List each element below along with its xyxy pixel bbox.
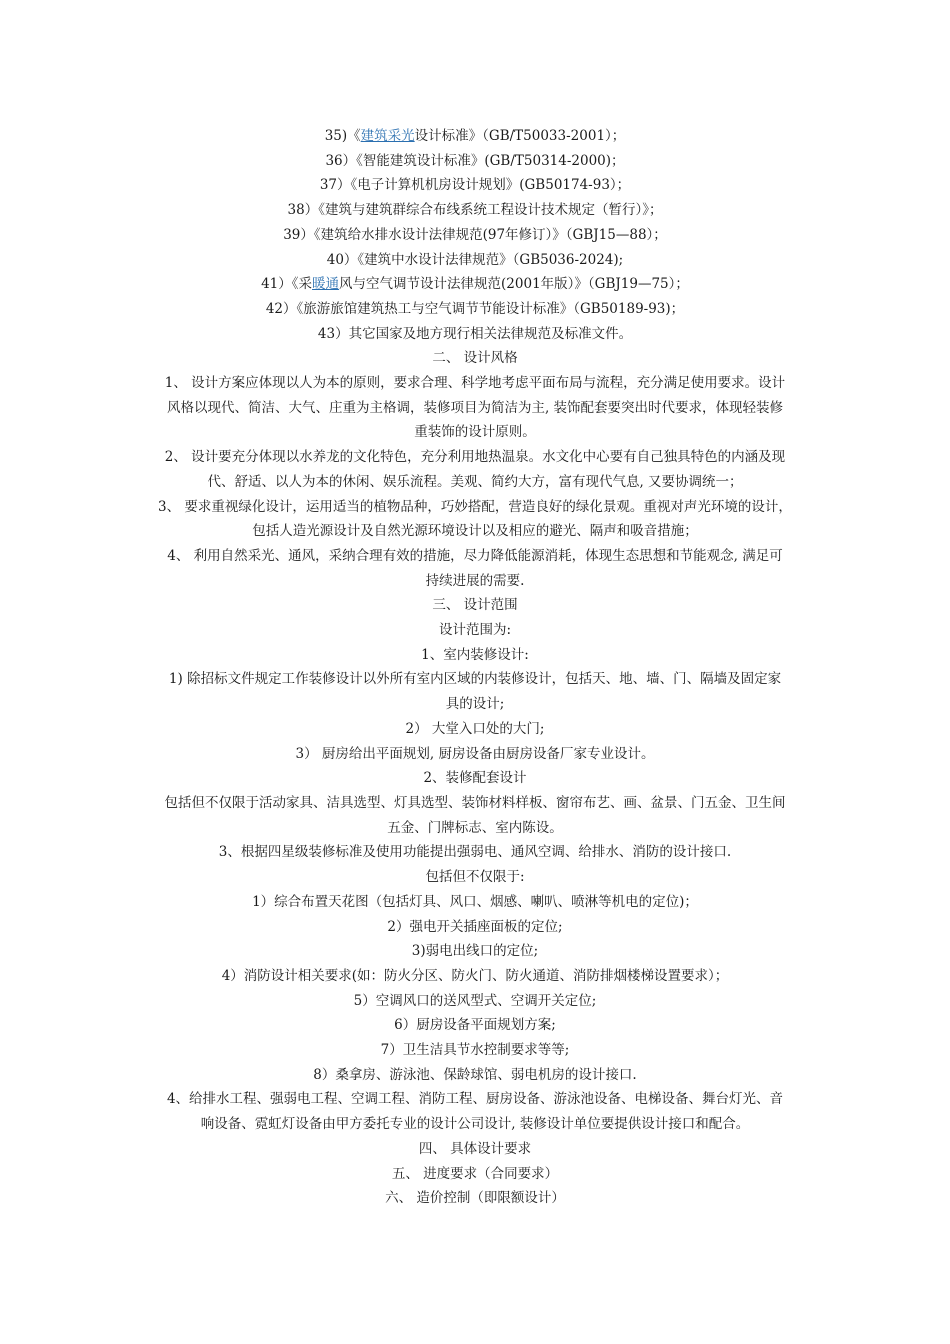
paragraph-line: 重装饰的设计原则。	[414, 424, 536, 441]
paragraph-line: 4）消防设计相关要求(如：防火分区、防火门、防火通道、消防排烟楼梯设置要求）；	[221, 967, 729, 984]
reference-text: 设计标准》（GB/T50033-2001）；	[414, 128, 626, 144]
section-heading-cost-control: 六、 造价控制（即限额设计）	[385, 1190, 565, 1207]
reference-text: 风与空气调节设计法律规范(2001年版）》（GBJ19—75）；	[339, 276, 689, 293]
reference-38: 38）《建筑与建筑群综合布线系统工程设计技术规定（暂行）》；	[287, 202, 663, 219]
design-scope-paragraphs	[140, 618, 810, 1137]
reference-42: 42）《旅游旅馆建筑热工与空气调节节能设计标准》（GB50189-93)；	[265, 300, 685, 317]
reference-text: 41）《采	[261, 276, 313, 293]
section-heading-design-scope: 三、 设计范围	[432, 597, 518, 614]
reference-text: 35)《	[324, 128, 361, 144]
paragraph-line: 4、给排水工程、强弱电工程、空调工程、消防工程、厨房设备、游泳池设备、电梯设备、舞台灯光、音	[166, 1091, 784, 1108]
paragraph-line: 1、 设计方案应体现以人为本的原则，要求合理、科学地考虑平面布局与流程，充分满足使用要求。设计	[164, 375, 786, 392]
paragraph-line: 2、装修配套设计	[423, 770, 527, 787]
paragraph-line: 五金、门牌标志、室内陈设。	[387, 819, 563, 836]
paragraph-line: 4、 利用自然采光、通风，采纳合理有效的措施，尽力降低能源消耗，体现生态思想和节能观念, 满足可	[167, 547, 783, 564]
reference-36: 36）《智能建筑设计标准》(GB/T50314-2000)；	[325, 152, 625, 169]
paragraph-line: 1）综合布置天花图（包括灯具、风口、烟感、喇叭、喷淋等机电的定位)；	[252, 893, 698, 910]
design-style-paragraphs	[140, 371, 810, 593]
paragraph-line: 持续进展的需要.	[425, 572, 525, 589]
paragraph-line: 代、舒适、以人为本的休闲、娱乐流程。美观、简约大方，富有现代气息, 又要协调统一；	[207, 473, 743, 490]
paragraph-line: 包括但不仅限于活动家具、洁具选型、灯具选型、装饰材料样板、窗帘布艺、画、盆景、门五金、卫生间	[164, 794, 786, 811]
reference-39: 39）《建筑给水排水设计法律规范(97年修订）》（GBJ15—88）；	[283, 226, 667, 243]
paragraph-line: 2）强电开关插座面板的定位;	[387, 918, 563, 935]
paragraph-line: 6）厨房设备平面规划方案;	[394, 1017, 556, 1034]
link-nuantong[interactable]: 暖通	[312, 276, 340, 293]
paragraph-line: 2、 设计要充分体现以水养龙的文化特色，充分利用地热温泉。水文化中心要有自己独具特色的内涵及现	[164, 449, 786, 466]
paragraph-line: 5）空调风口的送风型式、空调开关定位;	[353, 992, 597, 1009]
paragraph-line: 2） 大堂入口处的大门;	[405, 720, 545, 737]
section-heading-schedule: 五、 进度要求（合同要求）	[391, 1165, 559, 1182]
paragraph-line: 1) 除招标文件规定工作装修设计以外所有室内区域的内装修设计，包括天、地、墙、门、隔墙及固定家	[168, 671, 782, 688]
paragraph-line: 具的设计;	[445, 696, 505, 713]
paragraph-line: 1、室内装修设计:	[421, 646, 529, 663]
paragraph-line: 响设备、霓虹灯设备由甲方委托专业的设计公司设计, 装修设计单位要提供设计接口和配合。	[200, 1116, 750, 1133]
references-list	[140, 124, 810, 346]
paragraph-line: 风格以现代、简洁、大气、庄重为主格调，装修项目为简洁为主, 装饰配套要突出时代要求，体现轻装修	[166, 399, 784, 416]
section-heading-specific-requirements: 四、 具体设计要求	[418, 1140, 532, 1157]
paragraph-line: 3、根据四星级装修标准及使用功能提出强弱电、通风空调、给排水、消防的设计接口.	[218, 844, 732, 861]
paragraph-line: 设计范围为:	[438, 622, 512, 639]
paragraph-line: 8）桑拿房、游泳池、保龄球馆、弱电机房的设计接口.	[313, 1066, 637, 1083]
paragraph-line: 包括但不仅限于:	[425, 869, 525, 886]
document-page	[140, 124, 810, 1211]
reference-41	[140, 272, 810, 297]
paragraph-line: 7）卫生洁具节水控制要求等等;	[380, 1042, 570, 1059]
paragraph-line: 3、 要求重视绿化设计，运用适当的植物品种，巧妙搭配，营造良好的绿化景观。重视对声光环境的设计，	[158, 498, 792, 515]
section-heading-design-style: 二、 设计风格	[432, 350, 518, 367]
paragraph-line: 3） 厨房给出平面规划, 厨房设备由厨房设备厂家专业设计。	[295, 745, 655, 762]
link-jianzhu-caiguang[interactable]: 建筑采光	[360, 128, 415, 144]
reference-40: 40）《建筑中水设计法律规范》（GB5036-2024);	[326, 251, 624, 268]
reference-37: 37）《电子计算机机房设计规划》(GB50174-93）；	[319, 177, 631, 194]
paragraph-line: 包括人造光源设计及自然光源环境设计以及相应的避光、隔声和吸音措施；	[252, 523, 698, 540]
reference-43: 43）其它国家及地方现行相关法律规范及标准文件。	[317, 325, 633, 342]
reference-35	[140, 124, 810, 149]
paragraph-line: 3)弱电出线口的定位;	[411, 943, 539, 960]
